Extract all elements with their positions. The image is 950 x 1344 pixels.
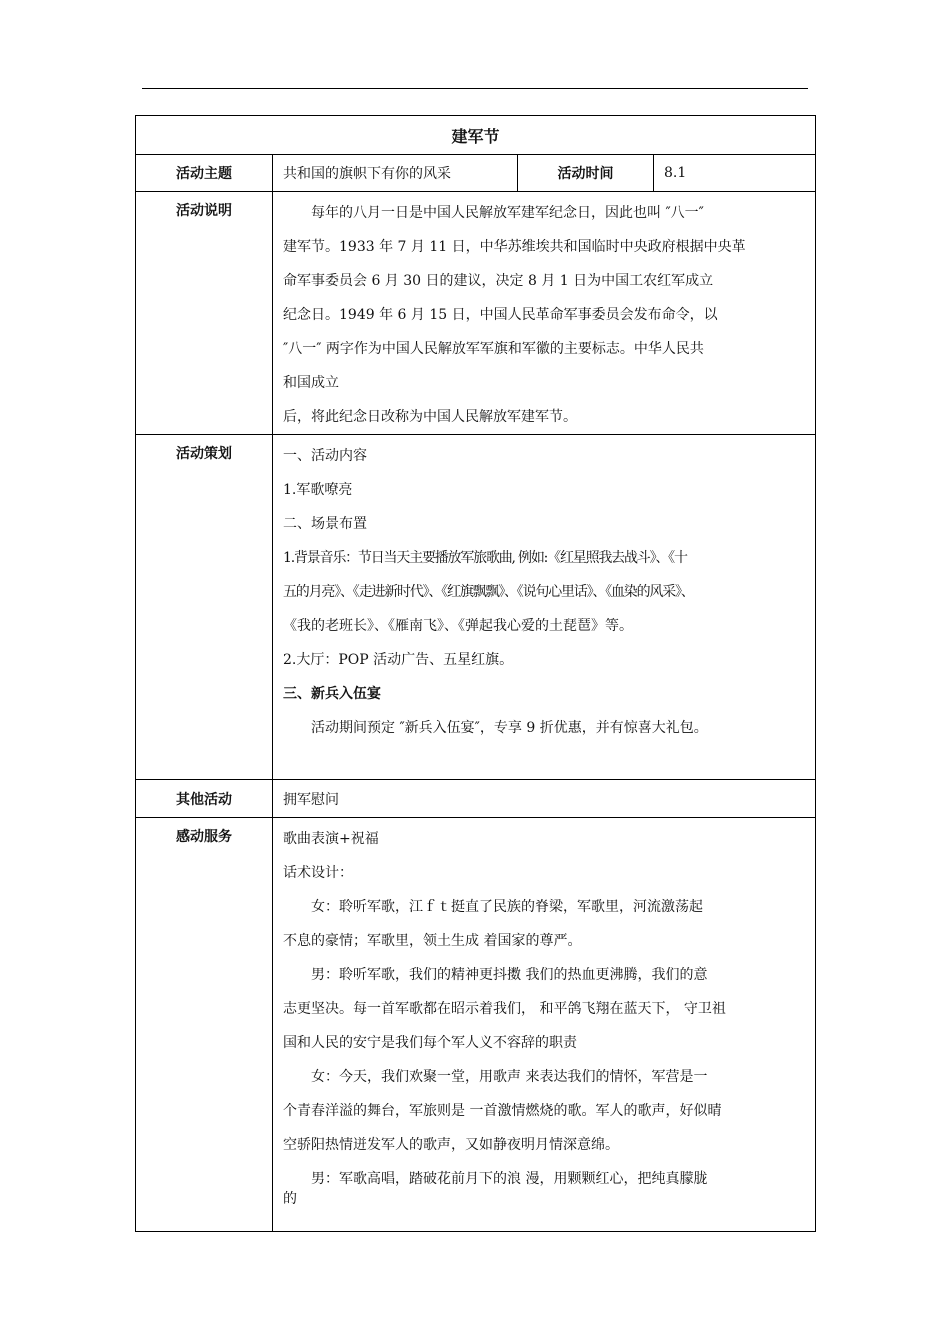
time-label: 活动时间 [518,155,654,192]
blank-line [283,745,815,779]
banquet-offer: 活动期间预定 ″新兵入伍宴″，专享 9 折优惠，并有惊喜大礼包。 [311,720,708,736]
planning-section-heading: 一、活动内容 [283,448,367,464]
other-activity-row [136,780,816,818]
script-line: 不息的豪情；军歌里，领土生成 着国家的尊严。 [283,933,582,949]
music-line: 《我的老班长》、《雁南飞》、《弹起我心爱的土琵琶》等。 [283,618,633,634]
planning-item: 1.军歌嘹亮 [283,482,353,498]
description-line: 和国成立 [283,375,339,391]
planning-label: 活动策划 [136,435,273,780]
event-plan-table [135,115,816,1232]
script-line: 的 [283,1191,297,1207]
time-value: 8.1 [654,155,816,192]
description-line: 后，将此纪念日改称为中国人民解放军建军节。 [283,409,577,425]
script-title: 话术设计： [283,865,353,881]
hall-decoration: 2.大厅：POP 活动广告、五星红旗。 [283,652,514,668]
description-line: 纪念日。1949 年 6 月 15 日，中国人民革命军事委员会发布命令，以 [283,307,718,323]
script-line: 空骄阳热情迸发军人的歌声，又如静夜明月情深意绵。 [283,1137,619,1153]
description-line: 每年的八月一日是中国人民解放军建军纪念日，因此也叫 ″八一″ [311,205,704,221]
script-line: 女：今天，我们欢聚一堂，用歌声 来表达我们的情怀，军营是一 [311,1069,708,1085]
script-line: 个青春洋溢的舞台，军旅则是 一首激情燃烧的歌。军人的歌声，好似晴 [283,1103,722,1119]
service-content [273,818,816,1232]
title-row [136,116,816,155]
script-line: 国和人民的安宁是我们每个军人义不容辞的职责 [283,1035,577,1051]
service-row [136,818,816,1232]
script-line: 志更坚决。每一首军歌都在昭示着我们， 和平鸽飞翔在蓝天下， 守卫祖 [283,1001,726,1017]
description-row [136,192,816,435]
script-line: 男：军歌高唱，踏破花前月下的浪 漫，用颗颗红心，把纯真朦胧 [311,1171,708,1187]
theme-row [136,155,816,192]
other-activity-label: 其他活动 [136,780,273,818]
planning-row [136,435,816,780]
theme-label: 活动主题 [136,155,273,192]
description-line: 命军事委员会 6 月 30 日的建议，决定 8 月 1 日为中国工农红军成立 [283,273,714,289]
theme-value: 共和国的旗帜下有你的风采 [273,155,518,192]
music-line: 1.背景音乐：节日当天主要播放军旅歌曲, 例如:《红星照我去战斗》、《十 [283,550,687,566]
header-rule [142,88,808,89]
service-label: 感动服务 [136,818,273,1232]
description-line: 建军节。1933 年 7 月 11 日，中华苏维埃共和国临时中央政府根据中央革 [283,239,746,255]
description-content [273,192,816,435]
music-line: 五的月亮》、《走进新时代》、《红旗飘飘》、《说句心里话》、《血染的风采》、 [283,584,694,600]
other-activity-value: 拥军慰问 [273,780,816,818]
service-intro: 歌曲表演+祝福 [283,831,379,847]
planning-content [273,435,816,780]
script-line: 男：聆听军歌，我们的精神更抖擞 我们的热血更沸腾，我们的意 [311,967,708,983]
description-label: 活动说明 [136,192,273,435]
script-line: 女：聆听军歌，江ｆｔ挺直了民族的脊梁，军歌里，河流激荡起 [311,899,703,915]
document-title: 建军节 [136,116,816,155]
planning-section-heading: 三、新兵入伍宴 [283,686,381,702]
description-line: ″八一″ 两字作为中国人民解放军军旗和军徽的主要标志。中华人民共 [283,341,704,357]
planning-section-heading: 二、场景布置 [283,516,367,532]
